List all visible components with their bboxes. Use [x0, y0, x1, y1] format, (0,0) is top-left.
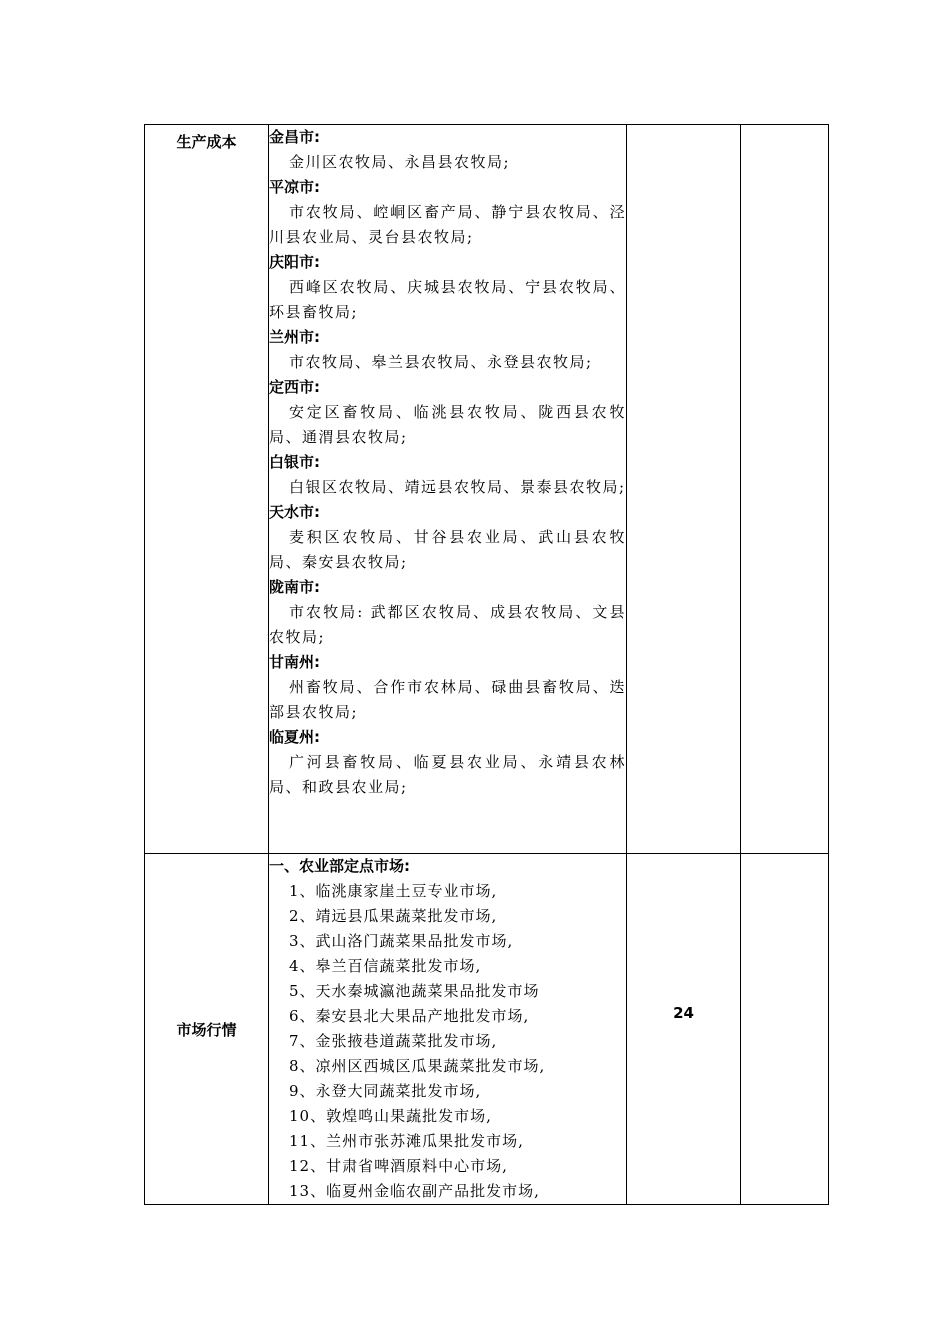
remarks-cell [741, 125, 829, 854]
list-item: 6、秦安县北大果品产地批发市场, [289, 1007, 530, 1025]
region-text: 安定区畜牧局、临洮县农牧局、陇西县农牧局、通渭县农牧局; [269, 403, 626, 446]
region-title: 兰州市: [269, 328, 320, 346]
region-text: 白银区农牧局、靖远县农牧局、景泰县农牧局; [289, 478, 626, 496]
region-group [269, 575, 626, 650]
region-title: 平凉市: [269, 178, 320, 196]
list-item: 2、靖远县瓜果蔬菜批发市场, [289, 907, 498, 925]
table-row [145, 125, 829, 854]
remarks-cell [741, 854, 829, 1205]
list-item: 5、天水秦城瀛池蔬菜果品批发市场 [289, 982, 540, 1000]
region-title: 白银市: [269, 453, 320, 471]
region-text: 金川区农牧局、永昌县农牧局; [289, 153, 511, 171]
region-group [269, 325, 626, 375]
region-group [269, 500, 626, 575]
region-text: 麦积区农牧局、甘谷县农业局、武山县农牧局、秦安县农牧局; [269, 528, 626, 571]
count-value: 24 [673, 1004, 694, 1022]
region-group [269, 725, 626, 800]
region-title: 陇南市: [269, 578, 320, 596]
region-text: 西峰区农牧局、庆城县农牧局、宁县农牧局、环县畜牧局; [269, 278, 626, 321]
region-group [269, 125, 626, 175]
region-text: 广河县畜牧局、临夏县农业局、永靖县农林局、和政县农业局; [269, 753, 626, 796]
region-title: 定西市: [269, 378, 320, 396]
list-item: 1、临洮康家崖土豆专业市场, [289, 882, 498, 900]
region-title: 甘南州: [269, 653, 320, 671]
region-group [269, 450, 626, 500]
list-item: 10、敦煌鸣山果蔬批发市场, [289, 1107, 492, 1125]
list-item: 7、金张掖巷道蔬菜批发市场, [289, 1032, 498, 1050]
region-title: 临夏州: [269, 728, 320, 746]
list-item: 4、皋兰百信蔬菜批发市场, [289, 957, 482, 975]
count-cell [627, 125, 741, 854]
list-item: 3、武山洛门蔬菜果品批发市场, [289, 932, 514, 950]
region-title: 庆阳市: [269, 253, 320, 271]
document-table [144, 124, 829, 1205]
region-title: 金昌市: [269, 128, 320, 146]
content-cell [269, 125, 627, 854]
list-item: 11、兰州市张苏滩瓜果批发市场, [289, 1132, 524, 1150]
table-row [145, 854, 829, 1205]
list-item: 12、甘肃省啤酒原料中心市场, [289, 1157, 508, 1175]
list-item: 13、临夏州金临农副产品批发市场, [289, 1182, 540, 1200]
count-cell [627, 854, 741, 1205]
region-group [269, 375, 626, 450]
category-cell: 市场行情 [145, 854, 269, 1205]
region-group [269, 250, 626, 325]
content-cell [269, 854, 627, 1205]
region-text: 市农牧局: 武都区农牧局、成县农牧局、文县农牧局; [269, 603, 626, 646]
section-heading: 一、农业部定点市场: [269, 857, 410, 875]
region-title: 天水市: [269, 503, 320, 521]
region-text: 市农牧局、崆峒区畜产局、静宁县农牧局、泾川县农业局、灵台县农牧局; [269, 203, 626, 246]
category-cell: 生产成本 [145, 125, 269, 854]
list-item: 9、永登大同蔬菜批发市场, [289, 1082, 482, 1100]
list-item: 8、凉州区西城区瓜果蔬菜批发市场, [289, 1057, 546, 1075]
region-text: 州畜牧局、合作市农林局、碌曲县畜牧局、迭部县农牧局; [269, 678, 626, 721]
region-text: 市农牧局、皋兰县农牧局、永登县农牧局; [289, 353, 593, 371]
region-group [269, 650, 626, 725]
region-group [269, 175, 626, 250]
